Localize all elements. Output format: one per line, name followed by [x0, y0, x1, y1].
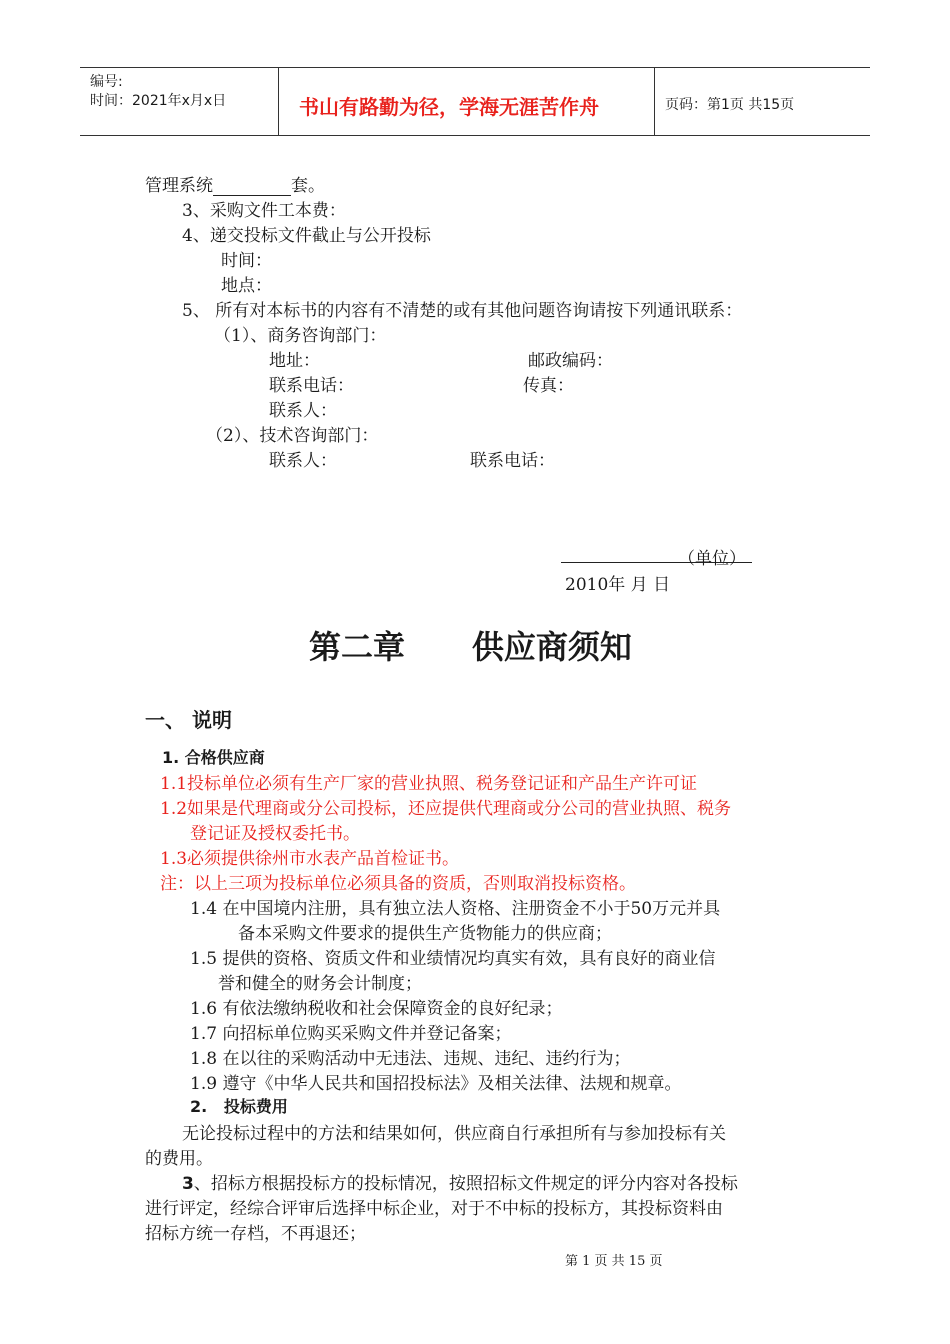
- item-1-5-cont: 誉和健全的财务会计制度；: [218, 974, 422, 994]
- header-divider-left: [278, 67, 279, 135]
- red-requirement-1-2-cont: 登记证及授权委托书。: [190, 824, 360, 844]
- management-line: [145, 171, 325, 196]
- subheading-bid-cost: 2. 投标费用: [190, 1097, 288, 1116]
- item-1-6: 1.6 有依法缴纳税收和社会保障资金的良好纪录；: [190, 999, 563, 1019]
- item-1-9: 1.9 遵守《中华人民共和国招投标法》及相关法律、法规和规章。: [190, 1074, 682, 1094]
- subheading-qualified-supplier: 1. 合格供应商: [162, 748, 265, 767]
- contact-field-2: 联系人：: [269, 451, 337, 471]
- paragraph-3-line-2: 进行评定，经综合评审后选择中标企业，对于不中标的投标方，其投标资料由: [145, 1199, 723, 1219]
- red-requirement-1-3: 1.3必须提供徐州市水表产品首检证书。: [160, 849, 460, 869]
- phone-field: 联系电话：: [269, 376, 354, 396]
- item-5: 5、 所有对本标书的内容有不清楚的或有其他问题咨询请按下列通讯联系：: [182, 301, 743, 321]
- red-requirement-1-2: 1.2如果是代理商或分公司投标，还应提供代理商或分公司的营业执照、税务: [160, 799, 732, 819]
- serial-label: 编号:: [90, 74, 123, 90]
- postcode-field: 邮政编码：: [528, 351, 613, 371]
- time-label: 时间：2021年x月x日: [90, 93, 227, 109]
- header-divider-right: [654, 67, 655, 135]
- unit-label: （单位）: [678, 549, 746, 569]
- item-3: 3、采购文件工本费：: [182, 201, 346, 221]
- item-1-8: 1.8 在以往的采购活动中无违法、违规、违纪、违约行为；: [190, 1049, 631, 1069]
- paragraph-3-line-3: 招标方统一存档，不再退还；: [145, 1224, 366, 1244]
- dept-business: （1）、商务咨询部门：: [214, 326, 387, 346]
- fee-paragraph-cont: 的费用。: [145, 1149, 213, 1169]
- contact-field: 联系人：: [269, 401, 337, 421]
- place-field: 地点：: [221, 276, 272, 296]
- dept-technical: （2）、技术咨询部门：: [206, 426, 379, 446]
- page-footer: 第 1 页 共 15 页: [565, 1254, 663, 1269]
- item-1-5: 1.5 提供的资格、资质文件和业绩情况均真实有效，具有良好的商业信: [190, 949, 716, 969]
- header-bottom-rule: [80, 135, 870, 136]
- item-1-7: 1.7 向招标单位购买采购文件并登记备案；: [190, 1024, 512, 1044]
- header-motto: 书山有路勤为径，学海无涯苦作舟: [299, 95, 599, 119]
- address-field: 地址：: [269, 351, 320, 371]
- date-label: 2010年 月 日: [565, 575, 671, 595]
- phone-field-2: 联系电话：: [470, 451, 555, 471]
- item-4: 4、递交投标文件截止与公开投标: [182, 226, 431, 246]
- blank-underline: [213, 177, 291, 196]
- fax-field: 传真：: [523, 376, 574, 396]
- item-1-4: 1.4 在中国境内注册，具有独立法人资格、注册资金不小于50万元并具: [190, 899, 721, 919]
- fee-paragraph: 无论投标过程中的方法和结果如何，供应商自行承担所有与参加投标有关: [182, 1124, 726, 1144]
- paragraph-3-number: 3: [182, 1174, 194, 1194]
- item-1-4-cont: 备本采购文件要求的提供生产货物能力的供应商；: [238, 924, 612, 944]
- header-top-rule: [80, 67, 870, 68]
- page-number-label: 页码：第1页 共15页: [665, 97, 795, 113]
- management-text: 管理系统: [145, 176, 213, 196]
- set-text: 套。: [291, 176, 325, 196]
- time-field: 时间：: [221, 251, 272, 271]
- section-heading: 一、 说明: [145, 708, 232, 732]
- chapter-title: 第二章 供应商须知: [309, 628, 632, 666]
- red-note: 注：以上三项为投标单位必须具备的资质，否则取消投标资格。: [160, 874, 636, 894]
- paragraph-3: [182, 1169, 738, 1194]
- paragraph-3-text: 、招标方根据投标方的投标情况，按照招标文件规定的评分内容对各投标: [193, 1174, 738, 1194]
- red-requirement-1-1: 1.1投标单位必须有生产厂家的营业执照、税务登记证和产品生产许可证: [160, 774, 698, 794]
